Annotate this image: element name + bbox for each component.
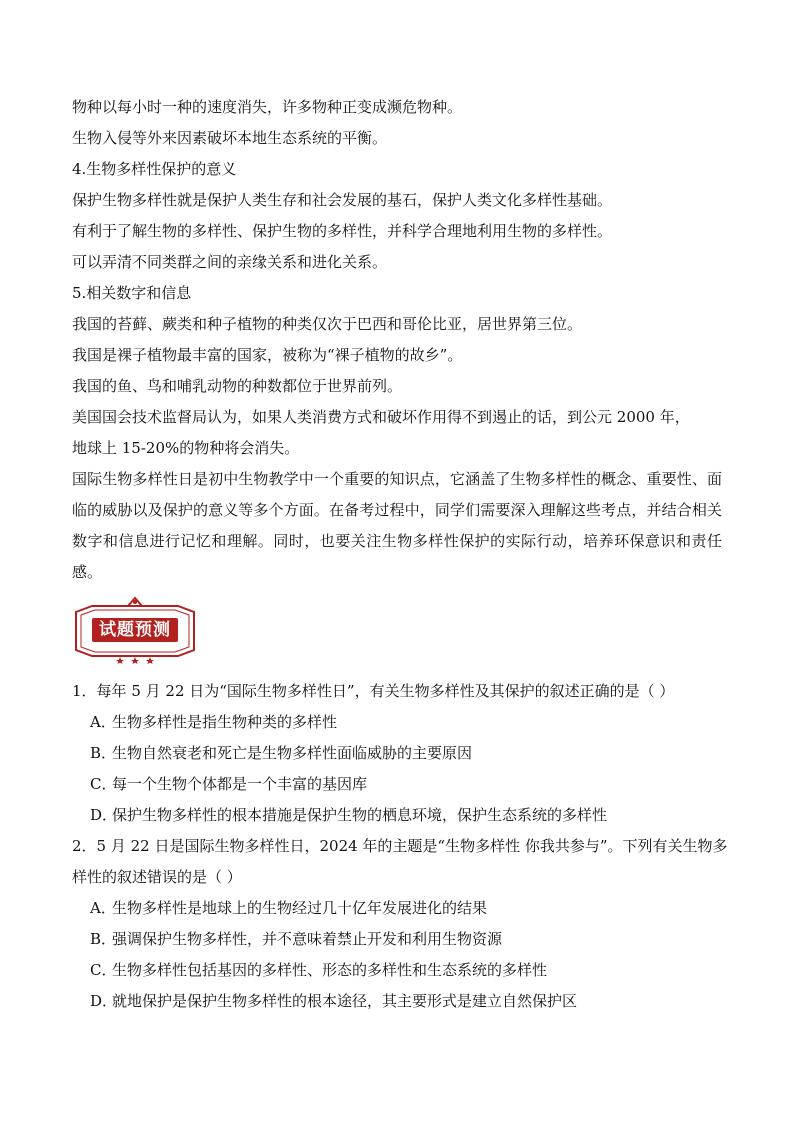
option-a: A．生物多样性是地球上的生物经过几十亿年发展进化的结果 [90, 899, 488, 917]
section-badge [70, 596, 200, 664]
option-d: D．保护生物多样性的根本措施是保护生物的栖息环境，保护生态系统的多样性 [90, 806, 608, 824]
option-d: D．就地保护是保护生物多样性的根本途径，其主要形式是建立自然保护区 [90, 992, 578, 1010]
question-stem: 5 月 22 日是国际生物多样性日，2024 年的主题是“生物多样性 你我共参与”。下列有关生物多样性的叙述错误的是（ ） [72, 837, 728, 886]
badge-label: 试题预测 [99, 620, 171, 640]
text-line: 我国是裸子植物最丰富的国家，被称为“裸子植物的故乡”。 [72, 346, 463, 364]
question-item [72, 831, 732, 1017]
option-b: B．生物自然衰老和死亡是生物多样性面临威胁的主要原因 [90, 744, 473, 762]
option-b: B．强调保护生物多样性，并不意味着禁止开发和利用生物资源 [90, 930, 503, 948]
text-line: 保护生物多样性就是保护人类生存和社会发展的基石，保护人类文化多样性基础。 [72, 191, 613, 209]
summary-paragraph: 国际生物多样性日是初中生物教学中一个重要的知识点，它涵盖了生物多样性的概念、重要性、面临的威胁以及保护的意义等多个方面。在备考过程中，同学们需要深入理解这些考点，并结合相关数字和信息进行记忆和理解。同时，也要关注生物多样性保护的实际行动，培养环保意识和责任感。 [72, 470, 722, 581]
text-line: 美国国会技术监督局认为，如果人类消费方式和破坏作用得不到遏止的话，到公元 2000 年， [72, 408, 690, 426]
question-list [72, 676, 732, 1017]
text-line: 我国的鱼、鸟和哺乳动物的种数都位于世界前列。 [72, 377, 403, 395]
text-line: 有利于了解生物的多样性、保护生物的多样性，并科学合理地利用生物的多样性。 [72, 222, 613, 240]
option-c: C．每一个生物个体都是一个丰富的基因库 [90, 775, 368, 793]
question-number: 2． [72, 837, 97, 855]
text-line: 我国的苔藓、蕨类和种子植物的种类仅次于巴西和哥伦比亚，居世界第三位。 [72, 315, 583, 333]
text-line: 生物入侵等外来因素破坏本地生态系统的平衡。 [72, 129, 388, 147]
section-heading: 5.相关数字和信息 [72, 284, 192, 302]
option-a: A．生物多样性是指生物种类的多样性 [90, 713, 338, 731]
text-line: 可以弄清不同类群之间的亲缘关系和进化关系。 [72, 253, 388, 271]
text-line: 物种以每小时一种的速度消失，许多物种正变成濒危物种。 [72, 98, 463, 116]
question-number: 1． [72, 682, 97, 700]
option-c: C．生物多样性包括基因的多样性、形态的多样性和生态系统的多样性 [90, 961, 548, 979]
knowledge-section [72, 92, 722, 588]
question-stem: 每年 5 月 22 日为“国际生物多样性日”，有关生物多样性及其保护的叙述正确的是（ ） [96, 682, 675, 700]
text-line: 地球上 15-20%的物种将会消失。 [72, 439, 300, 457]
question-item [72, 676, 732, 831]
section-heading: 4.生物多样性保护的意义 [72, 160, 237, 178]
